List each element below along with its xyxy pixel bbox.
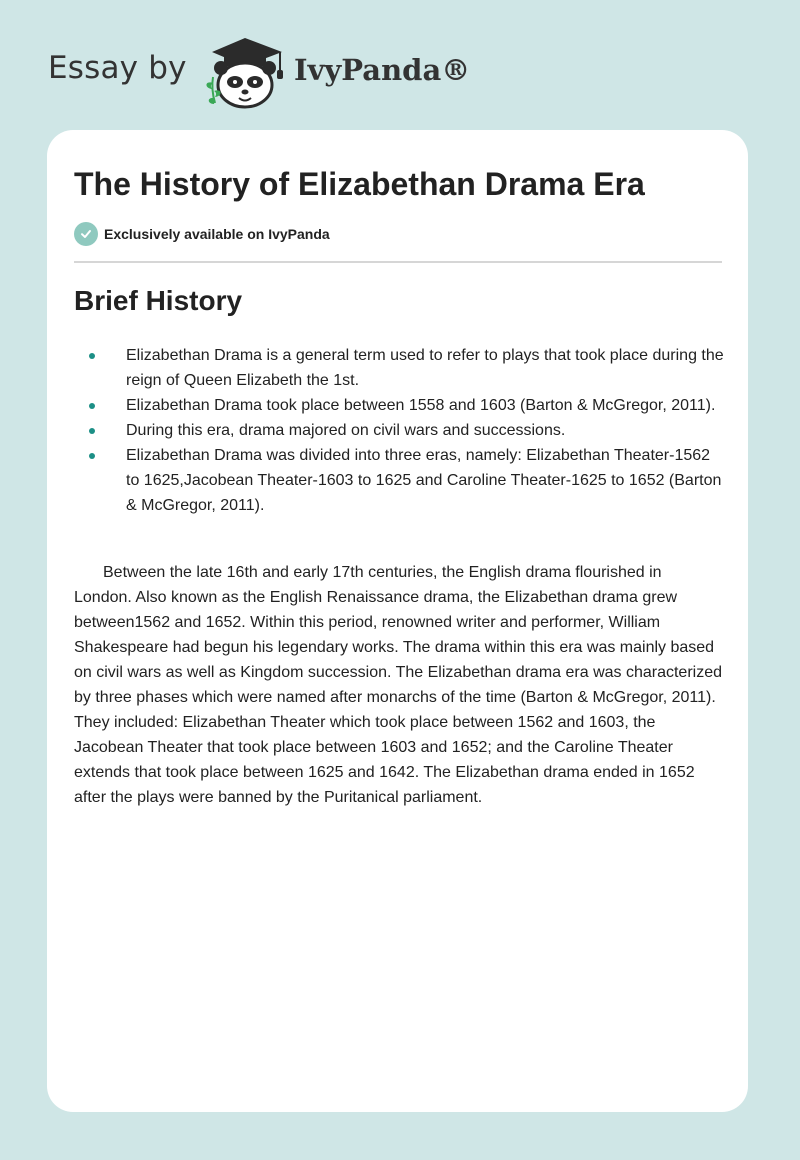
list-item [74,418,726,443]
bullet-dot-icon [89,453,95,459]
list-item [74,393,726,418]
page-title: The History of Elizabethan Drama Era [74,166,645,202]
list-item-text: During this era, drama majored on civil wars and successions. [126,422,566,439]
list-item-text: Elizabethan Drama is a general term used to refer to plays that took place during the reign of Queen Elizabeth the 1st. [126,347,724,389]
list-item-text: Elizabethan Drama took place between 1558 and 1603 (Barton & McGregor, 2011). [126,397,716,414]
bullet-dot-icon [89,428,95,434]
bullet-list [74,343,726,518]
list-item [74,343,726,393]
check-circle-icon [74,222,98,246]
body-paragraph: Between the late 16th and early 17th centuries, the English drama flourished in London. Also known as the English Renaissance drama, the Elizabethan drama grew between1562 and 1652. Within this period, renowned writer and performer, William Shakespeare had begun his legendary works. The drama within this era was mainly based on civil wars as well as Kingdom succession. The Elizabethan drama era was characterized by three phases which were named after monarchs of the time (Barton & McGregor, 2011). They included: Elizabethan Theater which took place between 1562 and 1603, the Jacobean Theater that took place between 1603 and 1652; and the Caroline Theater extends that took place between 1625 and 1642. The Elizabethan drama ended in 1652 after the plays were banned by the Puritanical parliament. [74,564,723,806]
bullet-dot-icon [89,403,95,409]
exclusive-badge-label: Exclusively available on IvyPanda [104,226,330,242]
list-item-text: Elizabethan Drama was divided into three eras, namely: Elizabethan Theater-1562 to 1625,Jacobean Theater-1603 to 1625 and Caroline Theater-1625 to 1652 (Barton & McGregor, 2011). [126,447,722,514]
brand-name[interactable]: IvyPanda® [294,53,471,87]
list-item [74,443,726,518]
panda-logo-icon [200,35,290,110]
site-header [0,0,800,130]
section-heading: Brief History [74,285,243,316]
essay-card [47,130,748,1112]
bullet-dot-icon [89,353,95,359]
essay-by-label: Essay by [48,50,187,86]
title-divider [74,261,722,263]
exclusive-badge [74,222,330,246]
